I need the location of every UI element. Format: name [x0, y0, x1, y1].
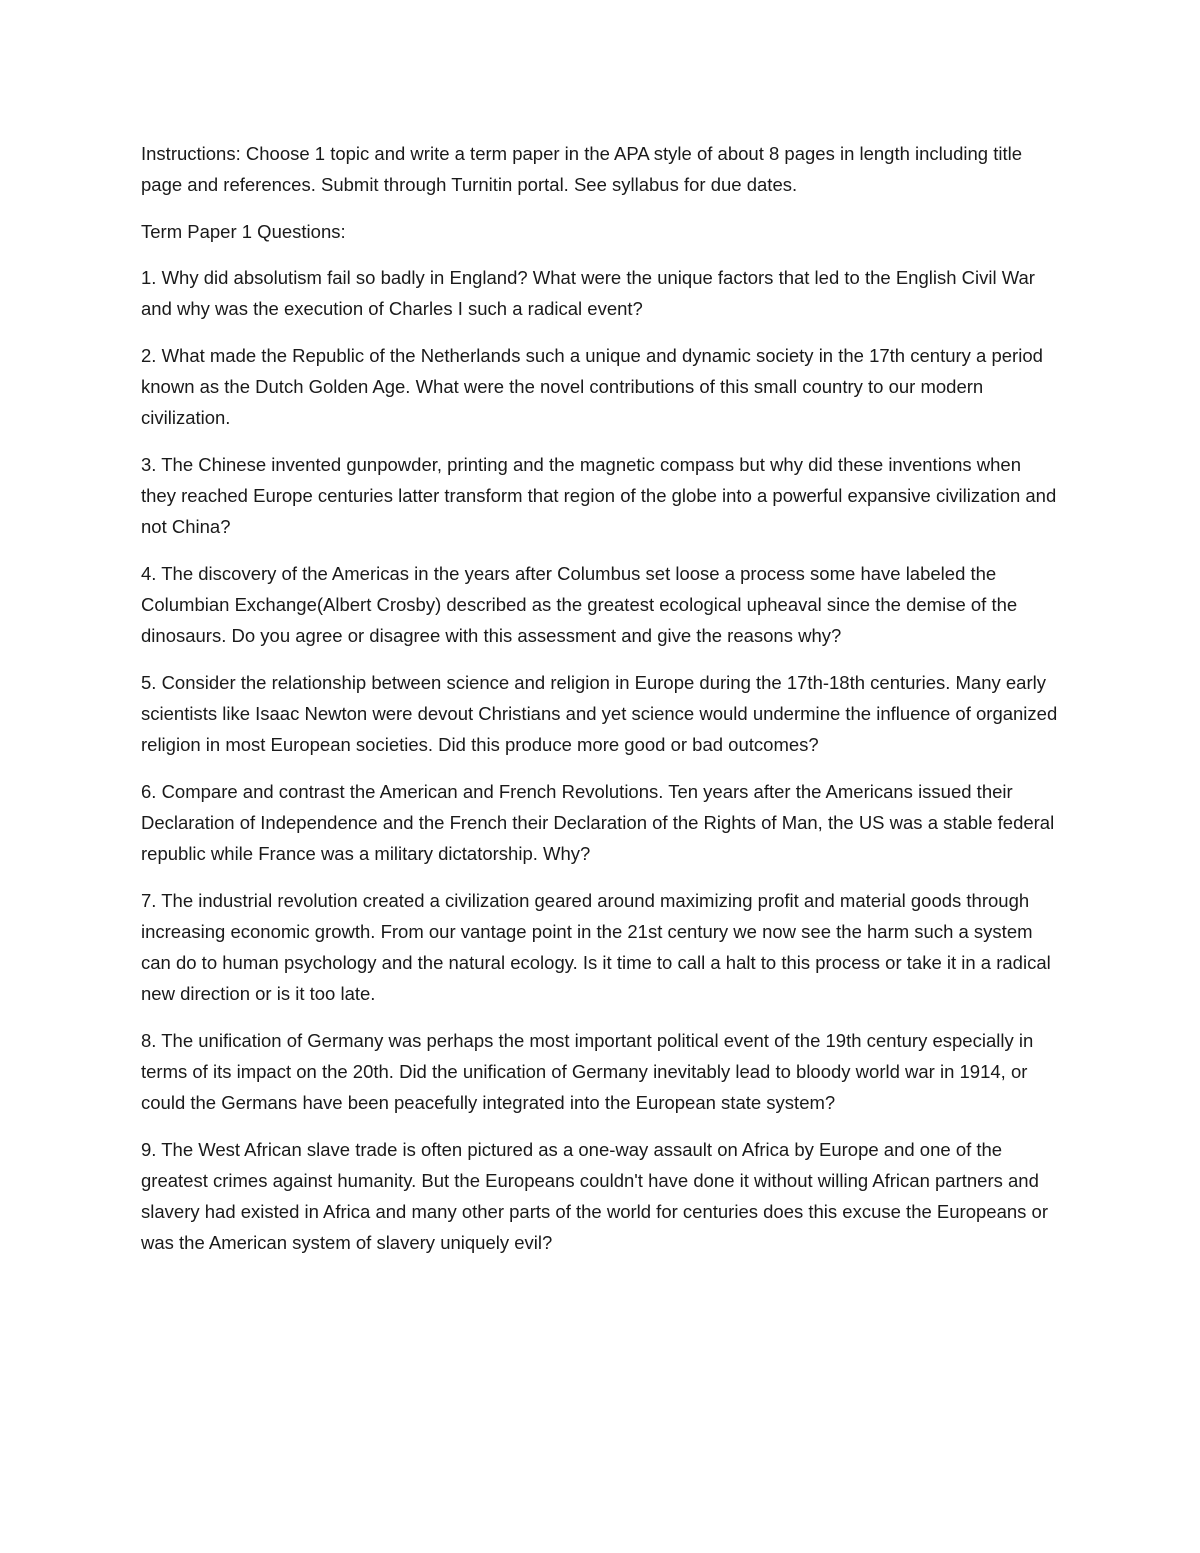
document-body [141, 138, 1061, 1274]
question-item: 6. Compare and contrast the American and French Revolutions. Ten years after the Americans issued their Declaration of Independence and the French their Declaration of the Rights of Man, the US was a stable federal republic while France was a military dictatorship. Why? [141, 781, 1055, 864]
question-item: 9. The West African slave trade is often pictured as a one-way assault on Africa by Europe and one of the greatest crimes against humanity. But the Europeans couldn't have done it without willing African partners and slavery had existed in Africa and many other parts of the world for centuries does this excuse the Europeans or was the American system of slavery uniquely evil? [141, 1139, 1048, 1253]
question-item: 2. What made the Republic of the Netherlands such a unique and dynamic society in the 17th century a period known as the Dutch Golden Age. What were the novel contributions of this small country to our modern civilization. [141, 345, 1043, 428]
question-item: 4. The discovery of the Americas in the years after Columbus set loose a process some have labeled the Columbian Exchange(Albert Crosby) described as the greatest ecological upheaval since the demise of the dinosaurs. Do you agree or disagree with this assessment and give the reasons why? [141, 563, 1018, 646]
questions-heading: Term Paper 1 Questions: [141, 221, 346, 242]
question-item: 5. Consider the relationship between science and religion in Europe during the 17th-18th centuries. Many early scientists like Isaac Newton were devout Christians and yet science would undermine the influence of organized religion in most European societies. Did this produce more good or bad outcomes? [141, 672, 1058, 755]
question-item: 1. Why did absolutism fail so badly in England? What were the unique factors that led to the English Civil War and why was the execution of Charles I such a radical event? [141, 267, 1035, 319]
question-item: 7. The industrial revolution created a civilization geared around maximizing profit and material goods through increasing economic growth. From our vantage point in the 21st century we now see the harm such a system can do to human psychology and the natural ecology. Is it time to call a halt to this process or take it in a radical new direction or is it too late. [141, 890, 1051, 1004]
instructions-paragraph: Instructions: Choose 1 topic and write a term paper in the APA style of about 8 pages in length including title page and references. Submit through Turnitin portal. See syllabus for due dates. [141, 143, 1022, 195]
question-item: 8. The unification of Germany was perhaps the most important political event of the 19th century especially in terms of its impact on the 20th. Did the unification of Germany inevitably lead to bloody world war in 1914, or could the Germans have been peacefully integrated into the European state system? [141, 1030, 1034, 1113]
question-item: 3. The Chinese invented gunpowder, printing and the magnetic compass but why did these inventions when they reached Europe centuries latter transform that region of the globe into a powerful expansive civilization and not China? [141, 454, 1057, 537]
